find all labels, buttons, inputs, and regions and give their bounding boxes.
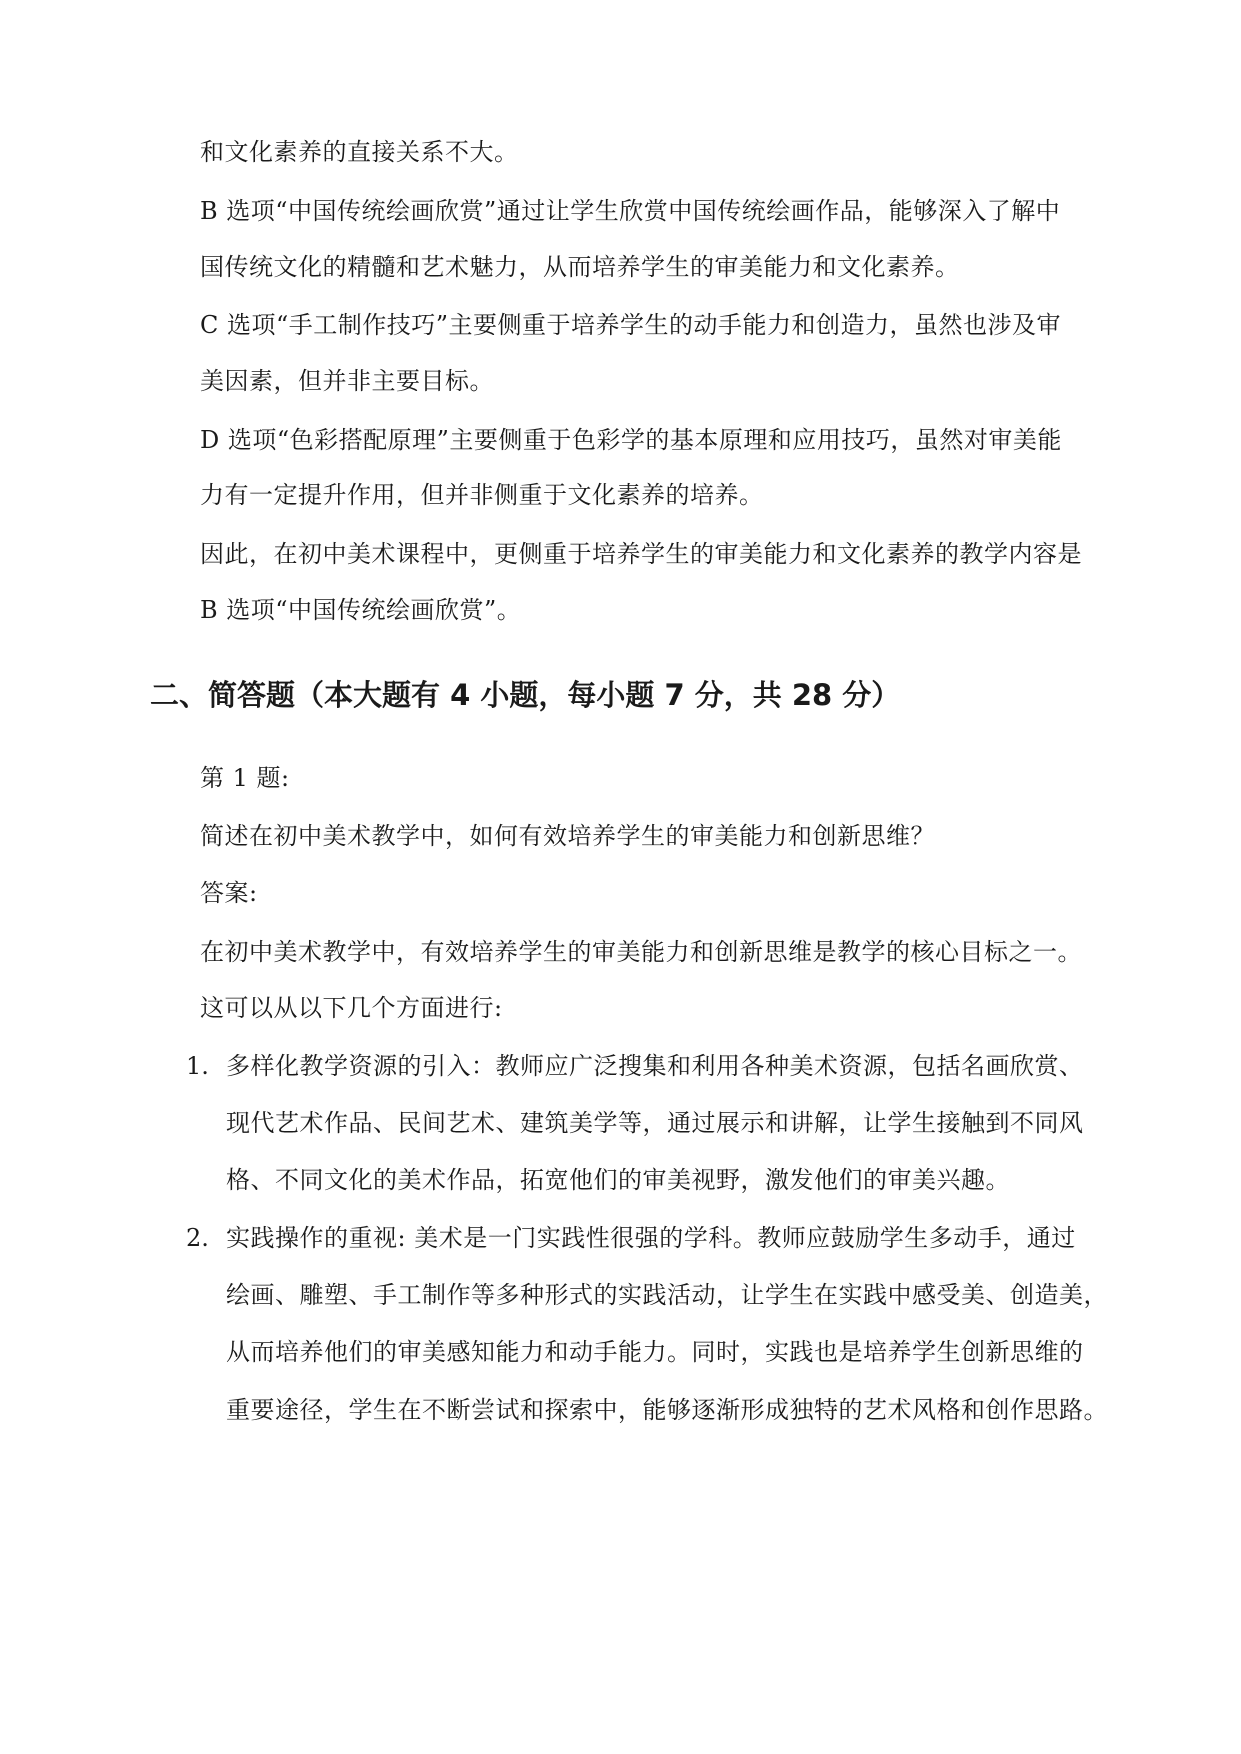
list-item-number: 1. xyxy=(186,1052,209,1080)
explanation-line: 和文化素养的直接关系不大。 xyxy=(200,138,519,166)
answer-intro-line: 在初中美术教学中，有效培养学生的审美能力和创新思维是教学的核心目标之一。 xyxy=(200,938,1082,966)
explanation-line: 力有一定提升作用，但并非侧重于文化素养的培养。 xyxy=(200,481,764,509)
list-item-line: 绘画、雕塑、手工制作等多种形式的实践活动，让学生在实践中感受美、创造美， xyxy=(226,1281,1108,1309)
explanation-line: D 选项“色彩搭配原理”主要侧重于色彩学的基本原理和应用技巧，虽然对审美能 xyxy=(200,426,1062,454)
list-item-line: 多样化教学资源的引入：教师应广泛搜集和利用各种美术资源，包括名画欣赏、 xyxy=(226,1052,1084,1080)
question-number: 第 1 题: xyxy=(200,764,290,792)
question-text: 简述在初中美术教学中，如何有效培养学生的审美能力和创新思维？ xyxy=(200,822,935,850)
list-item-line: 重要途径，学生在不断尝试和探索中，能够逐渐形成独特的艺术风格和创作思路。 xyxy=(226,1396,1108,1424)
answer-label: 答案: xyxy=(200,879,258,907)
list-item-line: 现代艺术作品、民间艺术、建筑美学等，通过展示和讲解，让学生接触到不同风 xyxy=(226,1109,1084,1137)
list-item-line: 从而培养他们的审美感知能力和动手能力。同时，实践也是培养学生创新思维的 xyxy=(226,1338,1084,1366)
section-heading: 二、简答题（本大题有 4 小题，每小题 7 分，共 28 分） xyxy=(150,678,901,712)
list-item-line: 格、不同文化的美术作品，拓宽他们的审美视野，激发他们的审美兴趣。 xyxy=(226,1166,1010,1194)
list-item-line: 实践操作的重视: 美术是一门实践性很强的学科。教师应鼓励学生多动手，通过 xyxy=(226,1224,1076,1252)
list-item-number: 2. xyxy=(186,1224,209,1252)
explanation-line: B 选项“中国传统绘画欣赏”通过让学生欣赏中国传统绘画作品，能够深入了解中 xyxy=(200,197,1061,225)
explanation-line: 美因素，但并非主要目标。 xyxy=(200,367,494,395)
answer-intro-line: 这可以从以下几个方面进行: xyxy=(200,994,503,1022)
explanation-line: 因此，在初中美术课程中，更侧重于培养学生的审美能力和文化素养的教学内容是 xyxy=(200,540,1082,568)
explanation-line: 国传统文化的精髓和艺术魅力，从而培养学生的审美能力和文化素养。 xyxy=(200,253,960,281)
explanation-line: C 选项“手工制作技巧”主要侧重于培养学生的动手能力和创造力，虽然也涉及审 xyxy=(200,311,1062,339)
explanation-line: B 选项“中国传统绘画欣赏”。 xyxy=(200,596,522,624)
